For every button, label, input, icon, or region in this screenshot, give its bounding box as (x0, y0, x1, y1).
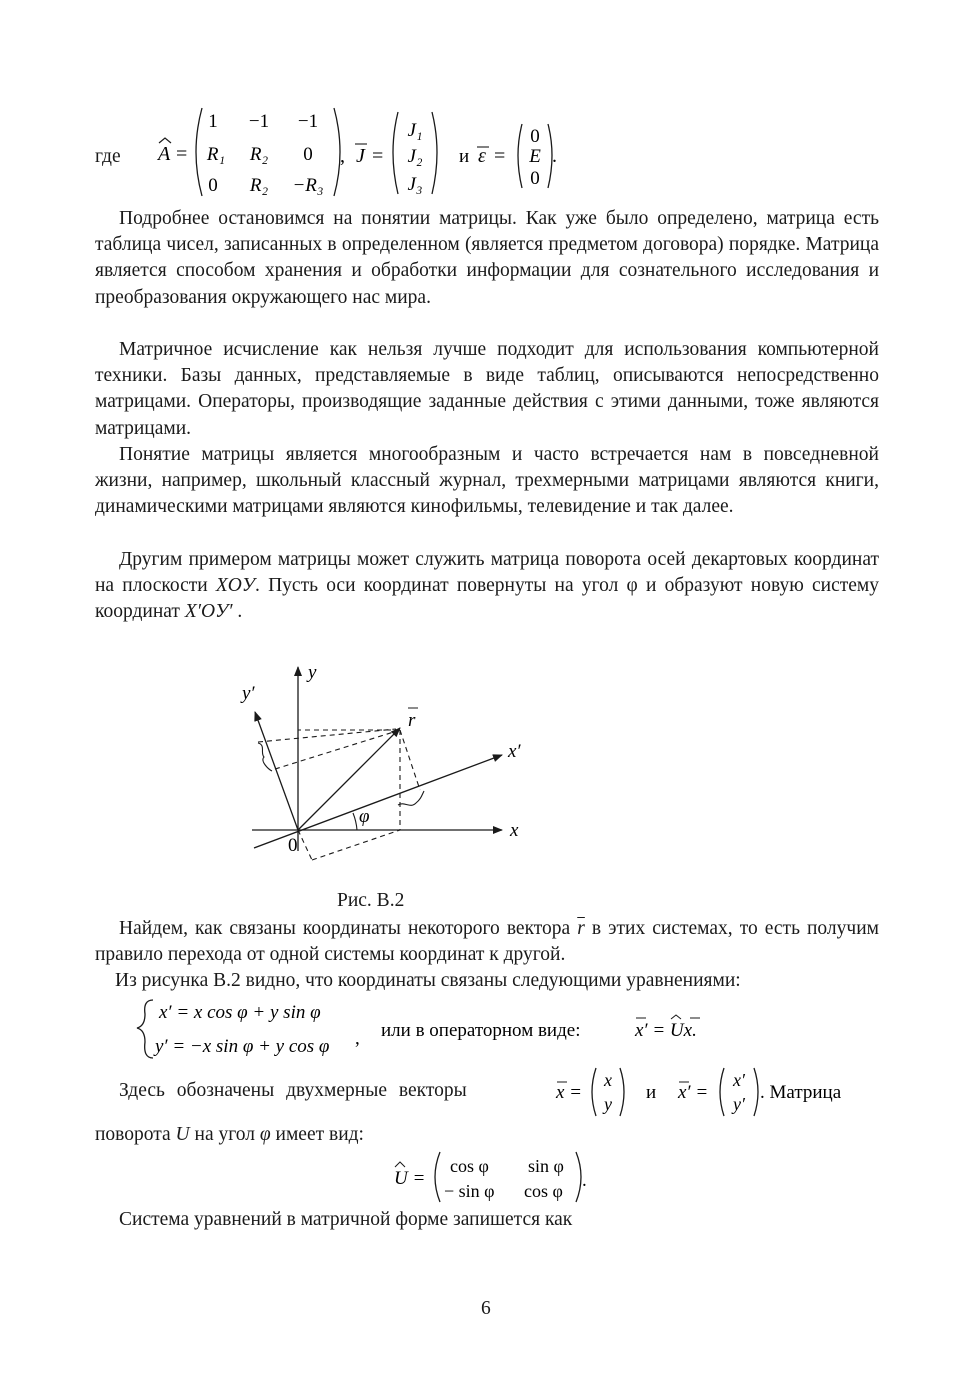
paragraph-rotation-matrix (95, 547, 879, 626)
matrix-cell: sin φ (528, 1156, 564, 1176)
text-span: в этих системах, то есть получим правило перехода от одной системы координат к другой. (95, 918, 879, 966)
hat-mark (395, 1162, 405, 1167)
left-paren (592, 1068, 596, 1116)
vector-x-cell: y (604, 1094, 612, 1114)
r-label: r (408, 710, 416, 731)
period: . (552, 145, 557, 167)
eps-cell: 0 (530, 168, 540, 189)
vector-r (298, 728, 400, 830)
vector-x-label: x = (556, 1082, 583, 1103)
y-prime-axis (255, 712, 298, 830)
vector-xp-cell: x′ (733, 1070, 745, 1090)
operator-equation: x′ = Ux. (635, 1020, 697, 1041)
origin-label: 0 (288, 835, 298, 856)
vector-r-inline: $\overline{r}$ (577, 918, 585, 939)
paragraph-matrix-examples: Понятие матрицы является многообразным и часто встречается нам в повседневной жизни, например, школьный классный журнал, трехмерными матрицами являются книги, динамическими матрицами являются кинофильмы, телевидение и так далее. (95, 444, 879, 518)
vectors-svg (550, 1062, 880, 1122)
J-cell: J₂ (407, 146, 423, 167)
left-paren (720, 1068, 724, 1116)
U-inline: U (175, 1124, 190, 1145)
text-span: Другим примером матрицы может служить матрица поворота осей декартовых координат на плоскости (95, 549, 879, 597)
rotation-figure (230, 655, 550, 865)
A-cell: −R₃ (292, 175, 324, 196)
equation-system (135, 994, 735, 1064)
paragraph-equations-intro: Из рисунка В.2 видно, что координаты связаны следующими уравнениями: (115, 970, 741, 991)
matrix-cell: cos φ (450, 1156, 489, 1176)
J-cell: J₃ (407, 174, 423, 195)
left-paren (196, 108, 202, 196)
U-label: U = (394, 1168, 426, 1189)
A-label: A (158, 143, 171, 165)
A-cell: R₁ (206, 144, 226, 165)
text-span: . (232, 601, 243, 623)
eps-label: ε (478, 145, 486, 167)
where-word: где (95, 146, 121, 167)
vector-xp-cell: y′ (733, 1094, 745, 1114)
rotation-matrix (390, 1148, 610, 1208)
left-paren (435, 1152, 440, 1202)
phi-label: φ (359, 806, 370, 827)
x-prime-label: x′ (508, 741, 521, 762)
text-span: Найдем, как связаны координаты некоторого вектора (119, 918, 578, 939)
vectors-intro: Здесь обозначены двухмерные векторы (119, 1080, 467, 1101)
paragraph-vector-relation (95, 916, 879, 968)
vector-xp-label: x′ = (678, 1082, 709, 1103)
figure-caption: Рис. В.2 (337, 890, 405, 911)
paragraph-matrix-definition: Подробнее остановимся на понятии матрицы. Как уже было определено, матрица есть таблица чисел, записанных в определенном (является предметом договора) порядке. Матрица является способом хранения и обработки информации для сознательного исследования и преобразования окружающего нас мира. (95, 208, 879, 308)
text-span: имеет вид: (270, 1124, 364, 1145)
comma: , (340, 145, 345, 167)
A-cell: R₂ (249, 175, 269, 196)
A-cell: −1 (248, 111, 270, 132)
x-label: x (510, 820, 519, 841)
vectors-tail: . Матрица (760, 1082, 842, 1103)
page-number: 6 (481, 1298, 491, 1319)
text-span: на угол (189, 1124, 260, 1145)
matrix-period: . (582, 1170, 587, 1191)
matrix-equation-svg (150, 100, 570, 204)
vectors-and: и (646, 1082, 657, 1103)
eps-cell: 0 (530, 126, 540, 147)
vector-x-cell: x (604, 1070, 612, 1090)
right-paren (754, 1068, 758, 1116)
matrix-cell: − sin φ (444, 1181, 495, 1201)
A-cell: R₂ (249, 144, 269, 165)
paragraph-matrix-calculus: Матричное исчисление как нельзя лучше подходит для использования компьютерной техники. Базы данных, представляемые в виде таблиц, описываются непосредственно матрицами. Операторы, производящие заданные действия с этими данными, тоже являются матрицами. (95, 339, 879, 439)
right-paren (432, 112, 437, 194)
system-label: X′OУ′ (184, 601, 233, 623)
and-word: и (459, 146, 470, 167)
A-cell: −1 (297, 111, 319, 132)
right-paren (576, 1152, 581, 1202)
brace-left (258, 743, 272, 771)
A-cell: 0 (208, 175, 218, 196)
matrix-form-sentence: Система уравнений в матричной форме запишется как (119, 1209, 573, 1230)
operator-text: или в операторном виде: (381, 1020, 581, 1041)
J-label: J (356, 145, 365, 167)
A-cell: 1 (208, 111, 218, 132)
system-brace (137, 1000, 153, 1058)
phi-inline: φ (259, 1124, 271, 1145)
plane-label: XOУ (215, 575, 256, 597)
system-eq2: y′ = −x sin φ + y cos φ (155, 1036, 330, 1057)
text-span: поворота (95, 1124, 176, 1145)
left-paren (393, 112, 398, 194)
svg-text:=: = (176, 143, 188, 165)
matrix-cell: cos φ (524, 1181, 563, 1201)
system-eq1: x′ = x cos φ + y sin φ (159, 1002, 321, 1023)
y-label: y (308, 662, 317, 683)
angle-arc (353, 813, 357, 830)
rotation-intro (95, 1124, 364, 1146)
right-paren (620, 1068, 624, 1116)
A-cell: 0 (303, 144, 313, 165)
left-paren (518, 124, 522, 188)
eps-cell: E (529, 146, 541, 167)
text-span: . Пусть оси координат повернуты на угол φ и образуют новую систему координат (95, 575, 880, 623)
system-comma: , (355, 1028, 360, 1049)
J-cell: J₁ (407, 120, 423, 141)
y-prime-label: y′ (242, 683, 255, 704)
hat-mark (671, 1015, 681, 1019)
svg-text:=: = (372, 145, 384, 167)
svg-text:=: = (494, 145, 506, 167)
